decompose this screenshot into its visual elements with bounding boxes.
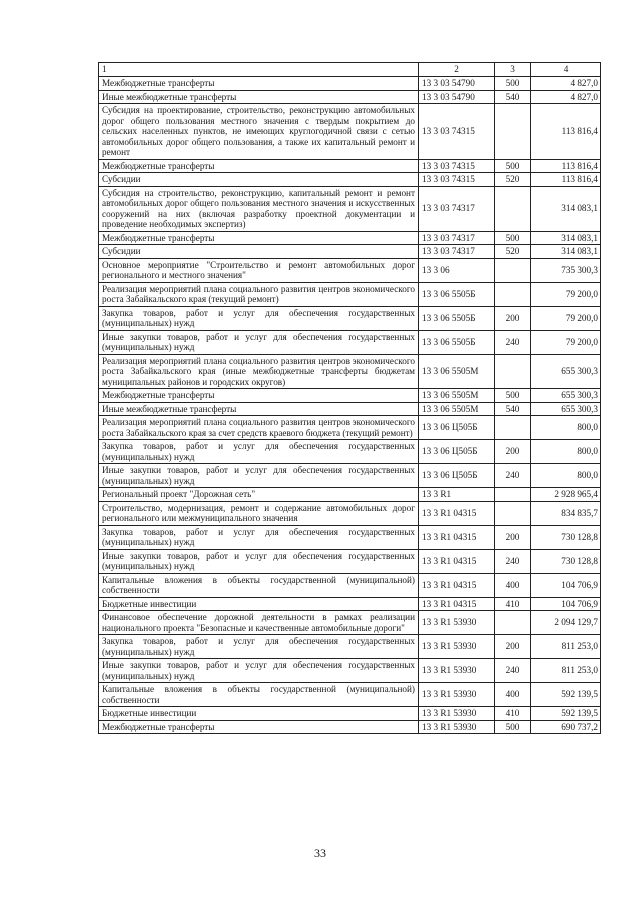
row-code-cell: 13 3 03 74315: [419, 104, 495, 160]
row-name-cell: Иные межбюджетные трансферты: [99, 402, 419, 416]
row-name-cell: Бюджетные инвестиции: [99, 597, 419, 611]
row-code-cell: 13 3 06 Ц505Б: [419, 464, 495, 488]
column-header-2: 2: [419, 63, 495, 77]
row-amount-cell: 800,0: [531, 464, 601, 488]
row-amount-cell: 735 300,3: [531, 258, 601, 282]
row-code-cell: 13 3 R1 53930: [419, 635, 495, 659]
row-type-cell: 540: [495, 402, 531, 416]
table-row: [99, 258, 601, 282]
row-name-cell: Закупка товаров, работ и услуг для обеспечения государственных (муниципальных) нужд: [99, 635, 419, 659]
table-row: [99, 659, 601, 683]
row-name-cell: Иные закупки товаров, работ и услуг для обеспечения государственных (муниципальных) нужд: [99, 549, 419, 573]
row-amount-cell: 4 827,0: [531, 77, 601, 91]
row-code-cell: 13 3 R1 53930: [419, 707, 495, 721]
row-type-cell: 540: [495, 90, 531, 104]
row-name-cell: Основное мероприятие "Строительство и ремонт автомобильных дорог регионального и местного значения": [99, 258, 419, 282]
table-row: [99, 416, 601, 440]
table-row: [99, 330, 601, 354]
row-code-cell: 13 3 R1 53930: [419, 659, 495, 683]
row-type-cell: [495, 186, 531, 231]
table-row: [99, 720, 601, 734]
row-type-cell: 410: [495, 707, 531, 721]
table-row: [99, 597, 601, 611]
table-row: [99, 635, 601, 659]
row-amount-cell: 4 827,0: [531, 90, 601, 104]
row-type-cell: 520: [495, 245, 531, 259]
row-amount-cell: 730 128,8: [531, 525, 601, 549]
row-type-cell: 240: [495, 464, 531, 488]
row-code-cell: 13 3 R1: [419, 488, 495, 502]
row-name-cell: Реализация мероприятий плана социального развития центров экономического роста Забайкальского края (текущий ремонт): [99, 282, 419, 306]
budget-table: [98, 62, 601, 734]
row-type-cell: [495, 501, 531, 525]
row-type-cell: 500: [495, 231, 531, 245]
row-name-cell: Бюджетные инвестиции: [99, 707, 419, 721]
row-amount-cell: 800,0: [531, 440, 601, 464]
table-row: [99, 440, 601, 464]
table-row: [99, 389, 601, 403]
row-code-cell: 13 3 03 74315: [419, 159, 495, 173]
row-amount-cell: 2 094 129,7: [531, 611, 601, 635]
row-amount-cell: 811 253,0: [531, 659, 601, 683]
row-type-cell: [495, 104, 531, 160]
row-amount-cell: 800,0: [531, 416, 601, 440]
page-number: 33: [314, 846, 326, 860]
row-amount-cell: 730 128,8: [531, 549, 601, 573]
row-code-cell: 13 3 06 5505Б: [419, 306, 495, 330]
row-amount-cell: 314 083,1: [531, 231, 601, 245]
row-name-cell: Межбюджетные трансферты: [99, 720, 419, 734]
table-row: [99, 231, 601, 245]
row-code-cell: 13 3 R1 04315: [419, 573, 495, 597]
table-row: [99, 683, 601, 707]
row-name-cell: Субсидия на строительство, реконструкцию, капитальный ремонт и ремонт автомобильных дорог общего пользования местного значения и искусственных сооружений на них (включая разработку проектной документации и проведение необходимых экспертиз): [99, 186, 419, 231]
row-amount-cell: 79 200,0: [531, 306, 601, 330]
column-number-header-row: [99, 63, 601, 77]
row-code-cell: 13 3 06: [419, 258, 495, 282]
table-row: [99, 90, 601, 104]
row-type-cell: 410: [495, 597, 531, 611]
row-name-cell: Субсидии: [99, 245, 419, 259]
row-name-cell: Капитальные вложения в объекты государственной (муниципальной) собственности: [99, 683, 419, 707]
table-row: [99, 282, 601, 306]
row-type-cell: 200: [495, 440, 531, 464]
row-amount-cell: 655 300,3: [531, 402, 601, 416]
row-name-cell: Субсидия на проектирование, строительство, реконструкцию автомобильных дорог общего пользования местного значения с твердым покрытием до сельских населенных пунктов, не имеющих круглогодичной связи с сетью автомобильных дорог общего пользования, а также их капитальный ремонт и ремонт: [99, 104, 419, 160]
row-amount-cell: 113 816,4: [531, 159, 601, 173]
table-row: [99, 488, 601, 502]
row-type-cell: 200: [495, 525, 531, 549]
table-row: [99, 306, 601, 330]
row-code-cell: 13 3 R1 53930: [419, 611, 495, 635]
row-name-cell: Строительство, модернизация, ремонт и содержание автомобильных дорог регионального или межмуниципального значения: [99, 501, 419, 525]
row-type-cell: 240: [495, 549, 531, 573]
row-type-cell: [495, 258, 531, 282]
row-type-cell: 500: [495, 159, 531, 173]
column-header-4: 4: [531, 63, 601, 77]
row-type-cell: [495, 488, 531, 502]
table-row: [99, 354, 601, 389]
column-header-1: 1: [99, 63, 419, 77]
row-type-cell: [495, 282, 531, 306]
row-amount-cell: 811 253,0: [531, 635, 601, 659]
row-code-cell: 13 3 06 5505М: [419, 354, 495, 389]
row-amount-cell: 834 835,7: [531, 501, 601, 525]
row-code-cell: 13 3 R1 04315: [419, 549, 495, 573]
row-code-cell: 13 3 06 5505Б: [419, 330, 495, 354]
row-name-cell: Иные закупки товаров, работ и услуг для обеспечения государственных (муниципальных) нужд: [99, 464, 419, 488]
row-type-cell: 520: [495, 173, 531, 187]
row-amount-cell: 79 200,0: [531, 282, 601, 306]
table-row: [99, 104, 601, 160]
table-row: [99, 501, 601, 525]
table-row: [99, 611, 601, 635]
table-row: [99, 245, 601, 259]
table-row: [99, 707, 601, 721]
row-amount-cell: 113 816,4: [531, 173, 601, 187]
row-type-cell: 500: [495, 720, 531, 734]
row-name-cell: Закупка товаров, работ и услуг для обеспечения государственных (муниципальных) нужд: [99, 306, 419, 330]
row-code-cell: 13 3 R1 04315: [419, 597, 495, 611]
row-code-cell: 13 3 06 5505М: [419, 402, 495, 416]
table-row: [99, 549, 601, 573]
column-header-3: 3: [495, 63, 531, 77]
row-code-cell: 13 3 R1 04315: [419, 525, 495, 549]
row-amount-cell: 592 139,5: [531, 683, 601, 707]
row-code-cell: 13 3 03 74317: [419, 186, 495, 231]
row-type-cell: 240: [495, 659, 531, 683]
table-row: [99, 159, 601, 173]
row-amount-cell: 655 300,3: [531, 354, 601, 389]
row-amount-cell: 104 706,9: [531, 597, 601, 611]
row-name-cell: Межбюджетные трансферты: [99, 231, 419, 245]
row-amount-cell: 592 139,5: [531, 707, 601, 721]
row-code-cell: 13 3 06 5505Б: [419, 282, 495, 306]
row-type-cell: 400: [495, 573, 531, 597]
row-type-cell: [495, 354, 531, 389]
row-amount-cell: 690 737,2: [531, 720, 601, 734]
row-amount-cell: 655 300,3: [531, 389, 601, 403]
row-type-cell: 200: [495, 306, 531, 330]
row-code-cell: 13 3 03 74315: [419, 173, 495, 187]
table-row: [99, 173, 601, 187]
table-row: [99, 77, 601, 91]
row-code-cell: 13 3 06 5505М: [419, 389, 495, 403]
row-name-cell: Субсидии: [99, 173, 419, 187]
row-name-cell: Капитальные вложения в объекты государственной (муниципальной) собственности: [99, 573, 419, 597]
row-code-cell: 13 3 03 54790: [419, 77, 495, 91]
row-code-cell: 13 3 03 54790: [419, 90, 495, 104]
row-amount-cell: 2 928 965,4: [531, 488, 601, 502]
row-code-cell: 13 3 R1 53930: [419, 683, 495, 707]
row-amount-cell: 314 083,1: [531, 245, 601, 259]
row-type-cell: 500: [495, 77, 531, 91]
row-amount-cell: 314 083,1: [531, 186, 601, 231]
row-code-cell: 13 3 06 Ц505Б: [419, 416, 495, 440]
row-code-cell: 13 3 R1 53930: [419, 720, 495, 734]
table-row: [99, 573, 601, 597]
row-type-cell: 400: [495, 683, 531, 707]
row-name-cell: Иные закупки товаров, работ и услуг для обеспечения государственных (муниципальных) нужд: [99, 659, 419, 683]
row-name-cell: Реализация мероприятий плана социального развития центров экономического роста Забайкальского края за счет средств краевого бюджета (текущий ремонт): [99, 416, 419, 440]
row-type-cell: 500: [495, 389, 531, 403]
row-name-cell: Иные межбюджетные трансферты: [99, 90, 419, 104]
row-name-cell: Межбюджетные трансферты: [99, 77, 419, 91]
row-name-cell: Межбюджетные трансферты: [99, 159, 419, 173]
row-type-cell: 200: [495, 635, 531, 659]
row-code-cell: 13 3 06 Ц505Б: [419, 440, 495, 464]
table-row: [99, 525, 601, 549]
row-type-cell: 240: [495, 330, 531, 354]
row-amount-cell: 113 816,4: [531, 104, 601, 160]
row-name-cell: Закупка товаров, работ и услуг для обеспечения государственных (муниципальных) нужд: [99, 440, 419, 464]
row-code-cell: 13 3 03 74317: [419, 231, 495, 245]
row-name-cell: Региональный проект "Дорожная сеть": [99, 488, 419, 502]
row-type-cell: [495, 416, 531, 440]
row-name-cell: Закупка товаров, работ и услуг для обеспечения государственных (муниципальных) нужд: [99, 525, 419, 549]
row-type-cell: [495, 611, 531, 635]
row-name-cell: Реализация мероприятий плана социального развития центров экономического роста Забайкальского края (иные межбюджетные трансферты бюджетам муниципальных районов и городских округов): [99, 354, 419, 389]
table-row: [99, 464, 601, 488]
row-amount-cell: 104 706,9: [531, 573, 601, 597]
table-row: [99, 186, 601, 231]
row-code-cell: 13 3 R1 04315: [419, 501, 495, 525]
table-row: [99, 402, 601, 416]
budget-table-body: [99, 63, 601, 734]
row-code-cell: 13 3 03 74317: [419, 245, 495, 259]
row-name-cell: Межбюджетные трансферты: [99, 389, 419, 403]
row-name-cell: Финансовое обеспечение дорожной деятельности в рамках реализации национального проекта "Безопасные и качественные автомобильные дороги": [99, 611, 419, 635]
row-amount-cell: 79 200,0: [531, 330, 601, 354]
row-name-cell: Иные закупки товаров, работ и услуг для обеспечения государственных (муниципальных) нужд: [99, 330, 419, 354]
